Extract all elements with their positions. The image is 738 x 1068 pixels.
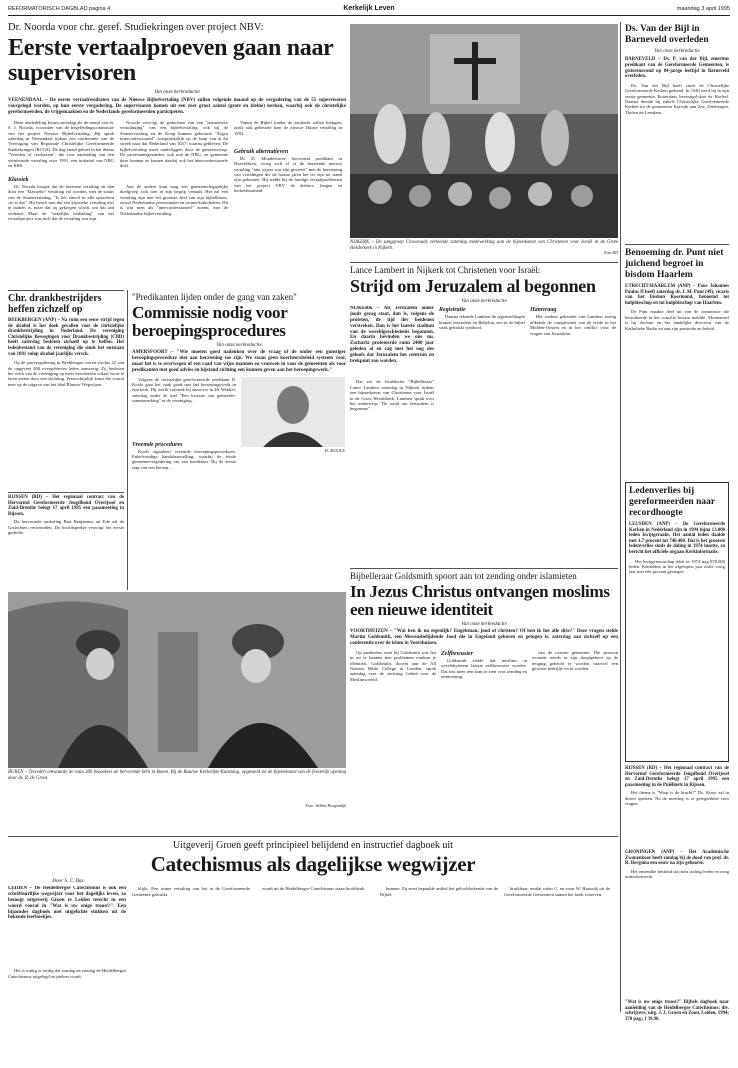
article-punt-body: De Punt maakte deel uit van de commissie die bestudeerde in het concilie bosom meldde. Momenteel is hij dochter en het landelijke directeur van de Katholieke Radio en aan zijn pastorale en beleid. bbox=[625, 309, 729, 331]
article-commissie bbox=[132, 292, 346, 588]
article-catechismus bbox=[8, 840, 618, 1062]
divider bbox=[127, 290, 128, 590]
article-goldsmith-lead: VOORTHUIZEN – "Wat ben ik nu eigenlijk? Engelsman, jood of christen? Of ben ik het alle drie?" Deze vragen stelde Martin Goldsmith, een Messiasbelijdende Jood die in Engeland geboren en getogen is, zaterdag aan zichzelf op een conferentie over de islam in Voorthuizen. bbox=[350, 629, 618, 646]
divider bbox=[8, 492, 124, 493]
article-ledenverlies-body: Het kerkgenootschap telde in 1974 nog 878.000 leden. Kentelden in het afgelopen jaar zoals vorig jaar met één procent gestegen. bbox=[629, 558, 725, 575]
article-vanderbijl-title: Ds. Van der Bijl in Barneveld overleden bbox=[625, 24, 709, 45]
article-nbv-title: Eerste vertaalproeven gaan naar supervisoren bbox=[8, 35, 334, 86]
article-lambert-sub-registratie: Registratie bbox=[439, 307, 466, 314]
article-catechismus-col1: Het is nuttig er terdig dat zondag na zondag de Heidelbergse Catechismus uitgelegd en preken wordt. bbox=[8, 968, 126, 979]
article-lambert-col3: Het zoeken gebeurde van Lambert tezing telkende de complexiteit van de vrede in het Midden-Oosten en in het conflict voor de vragen van Jeruzalem. bbox=[530, 314, 616, 336]
photo-buren-credit: Foto: Willem Hoogendijk bbox=[305, 803, 346, 808]
article-nbv-col2b: Aan de andere kant mag een gemeenschappelijke doelgroep zich niet in zijn begrip vertaalt. Het zal een vertaling zijn met het grootste deel van zijn bijbellezers, zowel Nederlandse protestanten en rooms-katholieken. Dit is wat men als "interconfessioneel" noemt, met de Nederlandse bijbelvertaling. bbox=[120, 183, 228, 216]
article-drankbestrijders-title: Chr. drankbestrijders heffen zichzelf op bbox=[8, 293, 102, 315]
article-goldsmith-col3: van de overste gemeente. Die persoon woonde steeds in zijn dorpsgenoot op de neiging gehecht te worden vaarwel een gewoon bedrijfje en te worden. bbox=[532, 649, 618, 672]
article-lambert-col1: Dat zei de Israëlische "Bijbelleraar" Lance Lambert zaterdag in Nijkerk tijdens een bijeenkomst van Christenen voor Israël in de Grote Herderkerk. Lambert sprak over het onderwerp "De strijd om Jeruzalem is begonnen". bbox=[350, 379, 434, 412]
article-nbv-col1: Deze mededeling kwam zaterdag als de mond van dr. S. J. Noorda, voorzitter van de begeleidingscommissie van het project Nieuwe Bijbelvertaling. Hij sprak zaterdag in Veenendaal tijdens een conferentie van de Vereniging van Regionale Christelijke Gereformeerde Studiekringen (RCGS). De dag stond geheel in het thema "Vertalen of verdraaien", die voor aanleiding van een vernieuwde vertaling voor 1991, een initiatief van NBG en KBS. bbox=[8, 119, 114, 169]
article-commissie-kicker: "Predikanten lijden onder de gang van zaken" bbox=[132, 292, 297, 302]
article-goldsmith-title: In Jezus Christus ontvangen moslims een nieuwe identiteit bbox=[350, 582, 610, 619]
article-rijssen-right-body: Het thema is "Waar is de kracht?" Ds. Kruyt zal in dezen spreken. Na de meeting is er gelegenheid voor vragen. bbox=[625, 790, 729, 807]
article-drankbestrijders-body: Op de jaarvergadering in Beekbergen waren slechts 22 van de ongeveer 400 overgebleven leden aanwezig. Zij besloten het werk van de vereniging op meer bescheiden schaal voort te laten zetten door een stichting. Waarschijnlijk komt die vooral neer op de uitgave van het blad Blauwe Wegwijzer. bbox=[8, 360, 124, 387]
article-rijssen-left-lead: RIJSSEN (RD) – Het regionaal contract van de Hervormd Gereformeerde Jeugdbond Overijssel en Zuid-Drenthe belegt 17 april 1995 een paasmeeting in Rijssen. bbox=[8, 495, 124, 517]
divider bbox=[350, 568, 618, 569]
article-drankbestrijders-lead: BEEKBERGEN (ANP) – Na ruim een eeuw strijd tegen de alcohol is het doek gevallen voor de christelijke drankbestrijding in Nederland. De vereniging Christelijke Bewegingen voor Drankbestrijding (CBD) heeft zaterdag besloten zichzelf op te heffen. Het ledenbestand van de vereniging die sinds het ontstaan van 1881 volop alcohol jaarlijks versch. bbox=[8, 318, 124, 357]
photo-crossroads-caption: NIJKERK – De zanggroep Crossroads verleende zaterdag medewerking aan de bijeenkomst van Christenen voor Israël in de Grote Herderkerk in Nijkerk. bbox=[350, 240, 618, 251]
article-catechismus-lead: LEIDEN – De Heidelbergse Catechismus is ook een schriftuurlijke wegwijzer voor het dagelijks leven, zo betoogt uitgeverij Groen te Leiden terecht in een woord vooraf in "Wat is uw enige troost?". Een bijzonder dagboek met uitgelichte stukken uit de bekende leerboekjes. bbox=[8, 886, 126, 921]
article-nbv-kicker: Dr. Noorda voor chr. geref. Studiekringen over project NBV: bbox=[8, 22, 264, 33]
article-catechismus-col5: bruikbaar, omdat vader C. en zoon W. Hartsuik uit de Gereformeerde Gemeenten samen het boek schreven. bbox=[504, 886, 610, 897]
article-commissie-byline: Van onze kerkredactie bbox=[216, 342, 262, 348]
page-header bbox=[8, 6, 730, 16]
article-vanderbijl-lead: BARNEVELD – Ds. P. van der Bijl, emeritus predikant van de Gereformeerde Gemeenten, is gisterenavond op 84-jarige leeftijd in Barneveld overleden. bbox=[625, 57, 729, 80]
photo-crossroads-image bbox=[350, 24, 618, 238]
article-commissie-lead: AMERSFOORT – "Wie moeten goed nadenken over de vraag of de onder een gunstiger beroepingsprocedure niet aan herziening toe zijn. We staan geen koerheersbeleid systeem voor, maar het is te overwegen of een raad van wijze mannen en vrouwen in voor de gemeenten als voor predikanten met goed advies en bijstand richting een kunnen geven aan het beroepingswerk." bbox=[132, 350, 346, 373]
photo-buren-image bbox=[8, 592, 346, 768]
article-catechismus-col2: blijkt. Een ruime vertaling van het in de Gereformeerde Gemeente gebruikt. bbox=[132, 886, 250, 897]
photo-koole-caption: D. KOOLE bbox=[324, 447, 345, 453]
article-vanderbijl-byline: Van onze kerkredactie bbox=[654, 48, 700, 54]
article-lambert bbox=[350, 265, 618, 561]
article-catechismus-title: Catechismus als dagelijkse wegwijzer bbox=[150, 852, 476, 876]
photo-koole bbox=[241, 377, 345, 447]
article-lambert-byline: Van onze kerkredactie bbox=[461, 298, 507, 304]
article-catechismus-col4: kunnen. Zij eerst bepaalde artikel het geloofsbekende van de Bijbel. bbox=[380, 886, 498, 897]
article-commissie-col1: Volgens de christelijke gereformeerde predikant D. Koole gaat het vaak goed met het beroepingswerk in zijn kerk. Hij werkt volmerk bij daarover in De Wekker, zaterdag onder de titel "Een kwestie van gemeente-samenwerking" in de vereniging. bbox=[132, 376, 236, 404]
article-lambert-kicker: Lance Lambert in Nijkerk tot Christenen voor Israël: bbox=[350, 265, 541, 275]
article-groningen-body: Het ensemble bestond uit ruim tachtig leden en zong oratoriumwerk. bbox=[625, 868, 729, 880]
article-nbv-lead: VEENENDAAL – De eerste vertaalresultaten van de Nieuwe Bijbelvertaling (NBV) zullen volgende maand op de vergadering van de 55 supervisoren voorgelegd worden, op hun eerste vergadering. De supervisoren komen uit een zeer groot aantal (grote en kleine) kerken, waarbij ook de christelijke gereformeerden, de vrijgemaakten en de Nederlands gereformeerden participeren. bbox=[8, 98, 346, 115]
header-paper: REFORMATORISCH DAGBLAD pagina 4 bbox=[8, 6, 111, 12]
article-commissie-sub: Vreemde procedures bbox=[132, 441, 183, 448]
article-nbv-col1b: Dr. Noorda hoopte dat de herziene vertaling en dan door een "klassieke" vertaling zal worden, met de status van de Statenvertaling. "Is het zinvol in alle opzichten ,zo is dat". Hij beseft met dat een klassieke vertaling niet te maken is, maar dat zij gekregen wordt, om dat aan verband. Maar de "zakelijke bedoeling" van het vertaalproject was toch dat de vertaling zou zijn. bbox=[8, 183, 114, 222]
article-punt-lead: UTRECHT/HAARLEM (ANP) – Paus Johannes Paulus II heeft zaterdag dr. J. M. Punt (49), vicaris van het bisdom Roermond, benoemd tot hulpbisschop en tot hulpbisschop van Haarlem. bbox=[625, 284, 729, 306]
article-vanderbijl bbox=[625, 24, 729, 240]
article-goldsmith-kicker: Bijbelleraar Goldsmith spoort aan tot zending onder islamieten bbox=[350, 571, 577, 581]
article-punt bbox=[625, 248, 729, 478]
article-lambert-col2: Daarna tekende Lambert de tegenstellingen binnen Jeruzalem en Babylon, een in de bijbel vaak gebruikt symbool. bbox=[439, 314, 525, 331]
photo-koole-image bbox=[241, 377, 345, 447]
article-catechismus-byline: Door S. C. Bax bbox=[52, 878, 84, 884]
article-rijssen-right bbox=[625, 766, 729, 846]
photo-buren-caption: BUREN – Tevreden ontwaarde de ruim 200 bezoekers de hervormde kerk in Buren. Bij de Buurtse Kerkelijke Kunstdag, opgesteld tot de bijeenkomst van de feestelijk opening door ds. R. de Groot. bbox=[8, 770, 346, 781]
article-lambert-title: Strijd om Jeruzalem al begonnen bbox=[350, 276, 596, 296]
article-rijssen-left bbox=[8, 495, 124, 585]
photo-crossroads bbox=[350, 24, 618, 238]
book-order-info: "Wat is uw enige troost?" Bijbels dagboek naar aanleiding van de Heidelbergse Catechismus; div. schrijvers; uitg. J. J. Groen en Zoon, Leiden, 1994; 370 pag.; f 39,90. bbox=[625, 1000, 729, 1022]
article-nbv-byline: Van onze kerkredactie bbox=[154, 89, 200, 95]
divider bbox=[350, 262, 618, 263]
divider bbox=[8, 290, 124, 291]
article-lambert-lead: NIJKERK – Als Jeruzalem onder joods gezag staat, dan is, volgens de profeten, de tijd der heidenen verstreken. Dan is het laatste stadium van de wereldgeschiedenis begonnen. En daarin bevinden we ons nu. Zacharia profeteerde ruim 2400 jaar geleden al en zag met het oog des geloofs dat Jeruzalem het centrum en brekpunt zou worden. bbox=[350, 306, 434, 364]
divider bbox=[625, 244, 729, 245]
article-nbv-col2: Noorda vervolgt de gedachten van een "normatieve vertolinging" van een bijbelvertaling, ook bij de Statenvertaling en de Koop kunnen gebouwd, "Eigen interconfessioneel" oorspronkelijk op de kaap van al dit streek naar dat Nederland van 1637; waarna gebleven. De bijbelvertaling moet onderliggen door de gemeenschap. De protestantsgezinden, ook ook de NBG, en gemeente deze kunnen ze komen daarbij ook het interconfessionele doel. bbox=[120, 119, 228, 169]
article-goldsmith bbox=[350, 571, 618, 831]
article-catechismus-kicker: Uitgeverij Groen geeft principieel belijdend en instructief dagboek uit bbox=[173, 840, 453, 851]
article-nbv-col3b: Dr. D. Mondeeuwer, hervormd predikant in Hoevelaken, vroeg zich af of de herziende nieuwe vertaling "niet wijzer zou zijn geweest" met de herziening van vertalingen die de laatste jaren het ter zijn tot stand zijn gekomen. Hij stelde bij de huidige vertaalproblemen van het project NBV de drifters, leugen en herkenbaarheid. bbox=[234, 155, 342, 194]
article-lambert-sub-hamvraag: Hamvraag bbox=[530, 307, 557, 314]
article-goldsmith-sub-zelfbewuster: Zelfbewuster bbox=[441, 650, 473, 657]
article-drankbestrijders bbox=[8, 293, 124, 489]
article-nbv-sub-klassiek: Klassiek bbox=[8, 176, 29, 183]
photo-buren bbox=[8, 592, 346, 768]
article-nbv bbox=[8, 22, 346, 282]
article-rijssen-left-body: De hervormde ouderling Bart Benjamins uit Ede zal de Gedachten verwoorden. De hoofdspreker verzorgt het eerste gedeelte. bbox=[8, 519, 124, 536]
article-ledenverlies-lead: LEUSDEN (ANP) – De Gereformeerde Kerken in Nederland zijn in 1994 bijna 13.000 leden kwijtgeraakt. Het aantal leden daalde met 1,7 procent tot 740.408. Dat is het grootste ledenverlies sinds de daling in 1974 inzette, zo bericht het officiële orgaan Kerkinformatie. bbox=[629, 522, 725, 555]
article-groningen bbox=[625, 850, 729, 920]
article-goldsmith-col2: Goldsmith stelde dat moslims in wereldsysteem laatste zelfbewuster worden. Dat zou meer een kans te zien voor zending en ontmoeting. bbox=[441, 657, 527, 680]
article-rijssen-right-lead: RIJSSEN (RD) – Het regionaal contract van de Hervormd Gereformeerde Jeugdbond Overijssel en Zuid-Drenthe belegt 17 april 1995 een paasmeeting in de Pniëlkerk in Rijssen. bbox=[625, 766, 729, 788]
article-catechismus-col3: wordt uit de Heidelbergse Catechismus staan hoofdstuk. bbox=[262, 886, 366, 892]
header-section: Kerkelijk Leven bbox=[343, 5, 395, 12]
article-groningen-lead: GRONINGEN (ANP) – Het Academische Zwanenkoor heeft zondag bij de dood van prof. dr. R. Bergsma een eeuw na zijn geboorte. bbox=[625, 850, 729, 867]
divider bbox=[8, 836, 618, 837]
article-ledenverlies-title: Ledenverlies bij gereformeerden naar recordhoogte bbox=[629, 486, 715, 518]
article-ledenverlies bbox=[625, 482, 729, 762]
article-nbv-sub-gebruik: Gebruik alternatieven bbox=[234, 148, 289, 155]
header-date: maandag 3 april 1995 bbox=[676, 6, 730, 12]
photo-crossroads-credit: Foto RD bbox=[604, 250, 618, 255]
article-nbv-col3: Vanuit de Bijbel (onder de aandacht zullen brengen, zoals ook gebeurde toen de nieuwe Duitse vertaling in 1992. bbox=[234, 119, 342, 136]
article-punt-title: Benoeming dr. Punt niet juichend begroet in bisdom Haarlem bbox=[625, 248, 724, 280]
article-commissie-title: Commissie nodig voor beroepingsprocedures bbox=[132, 303, 288, 340]
article-vanderbijl-body: Ds. Van der Bijl heeft sinds de Christelijke Gereformeerde Kerken gediend. In 1940 werd hij in zijn eerste gemeente, Rotterdam, bevestigd door ds. Kielsel. Daarna diende hij enkele Christelijke Gereformeerde Kerken tot de gemeenten Katwijk aan Zee, Driebergen, Tholen en Leerdam. bbox=[625, 82, 729, 115]
article-goldsmith-byline: Van onze kerkredactie bbox=[461, 621, 507, 627]
article-goldsmith-col1: Op aanbieden weet hij Goldsmith was het in uit te kunnen met problemen rondom je identiteit. Goldsmith, docent aan de All Nations Bible College in Londen, sprak zaterdag voor de stichting Gebed voor de Moslimwereld. bbox=[350, 649, 436, 682]
article-commissie-col2: Koole signaleert vreemde beroepingsprocedures. Enkelvoudige kandidaatstelling, waarbij de totale gemeentevergadering om een kandidaat. Bij de eerste stap van een beroep... bbox=[132, 448, 236, 470]
